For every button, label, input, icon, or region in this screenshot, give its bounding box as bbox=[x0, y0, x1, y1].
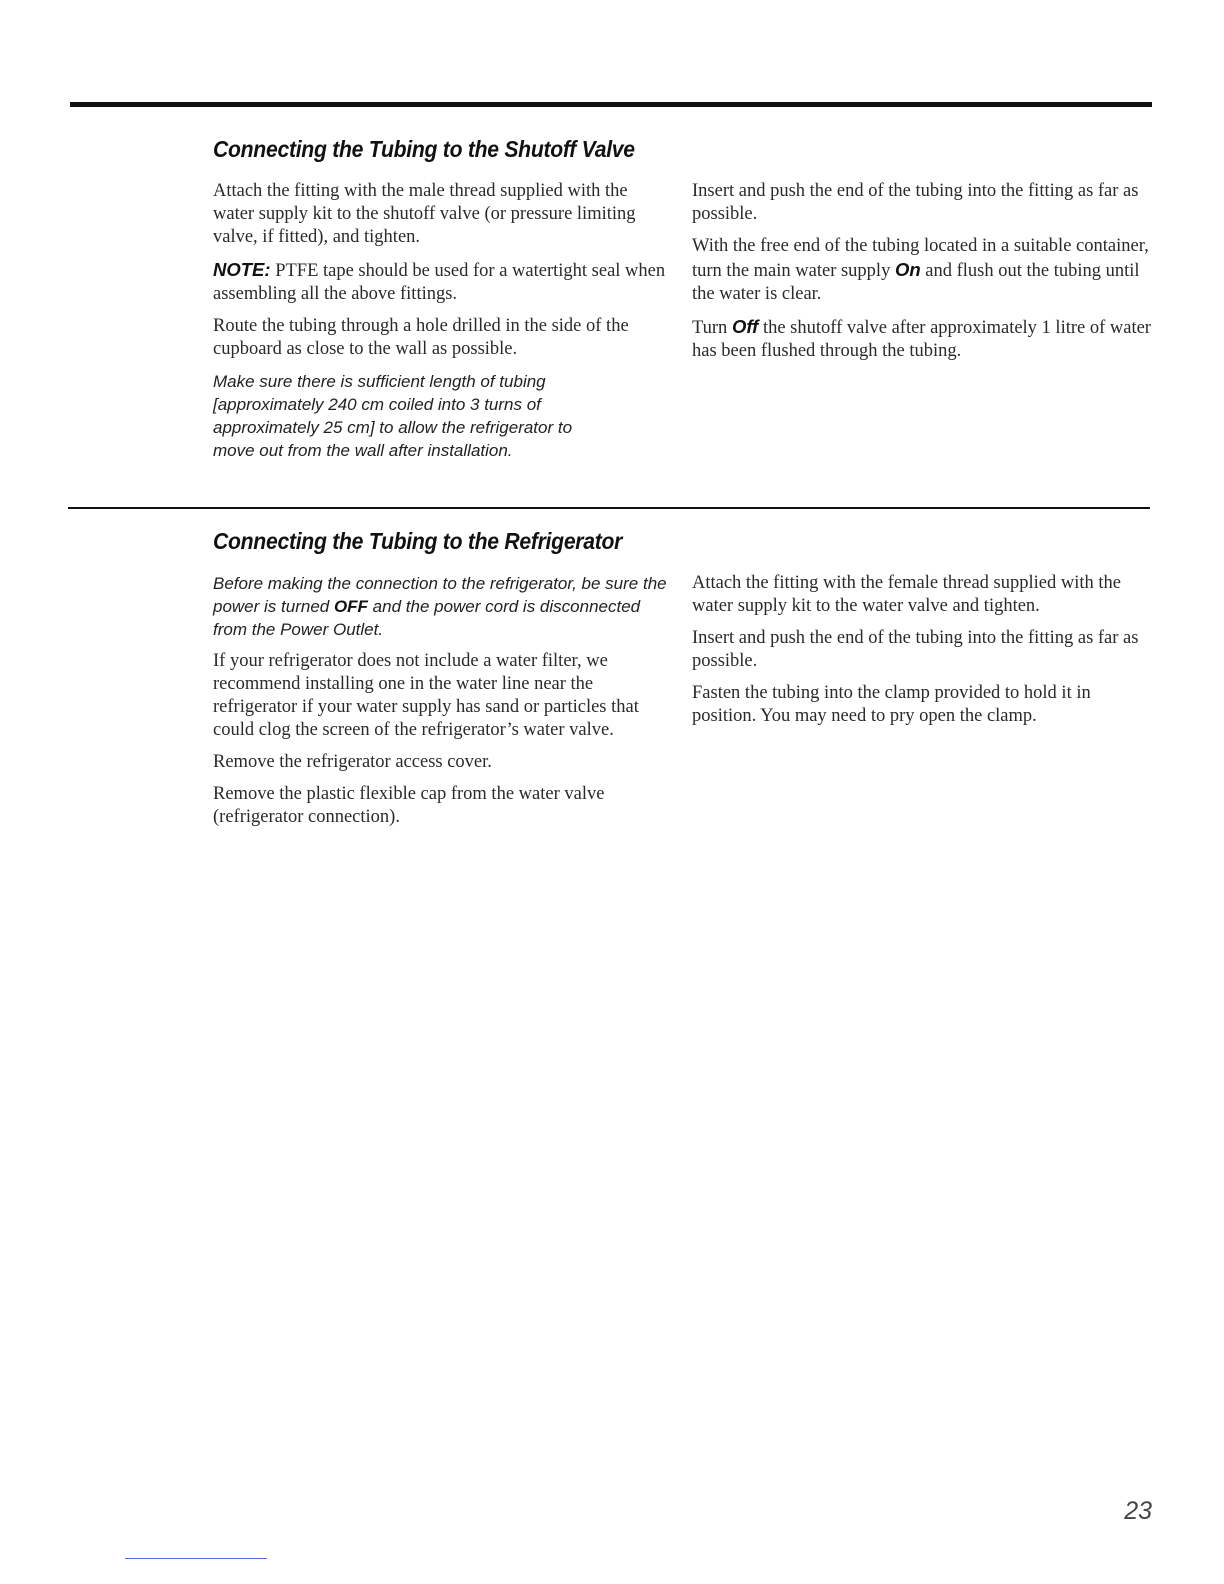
text: and the power cord is disconnected from the Power Outlet. bbox=[213, 597, 641, 639]
text: and flush out the tubing until the water is clear. bbox=[692, 261, 1140, 304]
paragraph: If your refrigerator does not include a water filter, we recommend installing one in the water line near the refrigerator if your water supply has sand or particles that could clog the screen of the refrigerator’s water valve. bbox=[213, 651, 639, 740]
paragraph: Route the tubing through a hole drilled in the side of the cupboard as close to the wall as possible. bbox=[213, 316, 629, 359]
paragraph: Remove the plastic flexible cap from the water valve (refrigerator connection). bbox=[213, 784, 605, 827]
text: With the free end of the tubing located in a suitable container, turn the main water supply bbox=[692, 236, 1149, 281]
text: Turn bbox=[692, 318, 732, 338]
refrigerator-left-column bbox=[213, 572, 673, 838]
caution-paragraph: Make sure there is sufficient length of tubing [approximately 240 cm coiled into 3 turns of approximately 25 cm] to allow the refrigerator to move out from the wall after installation. bbox=[213, 372, 573, 460]
caution-paragraph bbox=[213, 572, 673, 641]
note-paragraph bbox=[213, 258, 673, 306]
paragraph: Insert and push the end of the tubing into the fitting as far as possible. bbox=[692, 628, 1139, 671]
refrigerator-right-column bbox=[692, 572, 1154, 737]
paragraph: Fasten the tubing into the clamp provided to hold it in position. You may need to pry open the clamp. bbox=[692, 683, 1091, 726]
section-divider bbox=[68, 507, 1150, 509]
on-label: On bbox=[894, 259, 921, 280]
paragraph: Insert and push the end of the tubing into the fitting as far as possible. bbox=[692, 181, 1139, 224]
shutoff-right-column bbox=[692, 180, 1154, 372]
off-label: OFF bbox=[333, 597, 368, 616]
note-text: PTFE tape should be used for a watertight seal when assembling all the above fittings. bbox=[213, 261, 666, 304]
page-number: 23 bbox=[1124, 1497, 1152, 1525]
paragraph bbox=[692, 235, 1154, 306]
off-label: Off bbox=[731, 316, 759, 337]
text: Before making the connection to the refrigerator, be sure the power is turned bbox=[213, 574, 667, 616]
top-divider bbox=[70, 102, 1152, 107]
paragraph: Remove the refrigerator access cover. bbox=[213, 752, 492, 772]
section-title-refrigerator: Connecting the Tubing to the Refrigerator bbox=[213, 528, 623, 554]
section-title-shutoff-valve: Connecting the Tubing to the Shutoff Valve bbox=[213, 136, 635, 162]
footer-link-line bbox=[125, 1558, 267, 1559]
paragraph: Attach the fitting with the female thread supplied with the water supply kit to the water valve and tighten. bbox=[692, 573, 1121, 616]
paragraph: Attach the fitting with the male thread supplied with the water supply kit to the shutoff valve (or pressure limiting valve, if fitted), and tighten. bbox=[213, 181, 636, 247]
shutoff-left-column bbox=[213, 180, 673, 471]
paragraph bbox=[692, 315, 1154, 363]
note-label: NOTE: bbox=[213, 259, 271, 280]
text: the shutoff valve after approximately 1 litre of water has been flushed through the tubing. bbox=[692, 318, 1151, 361]
